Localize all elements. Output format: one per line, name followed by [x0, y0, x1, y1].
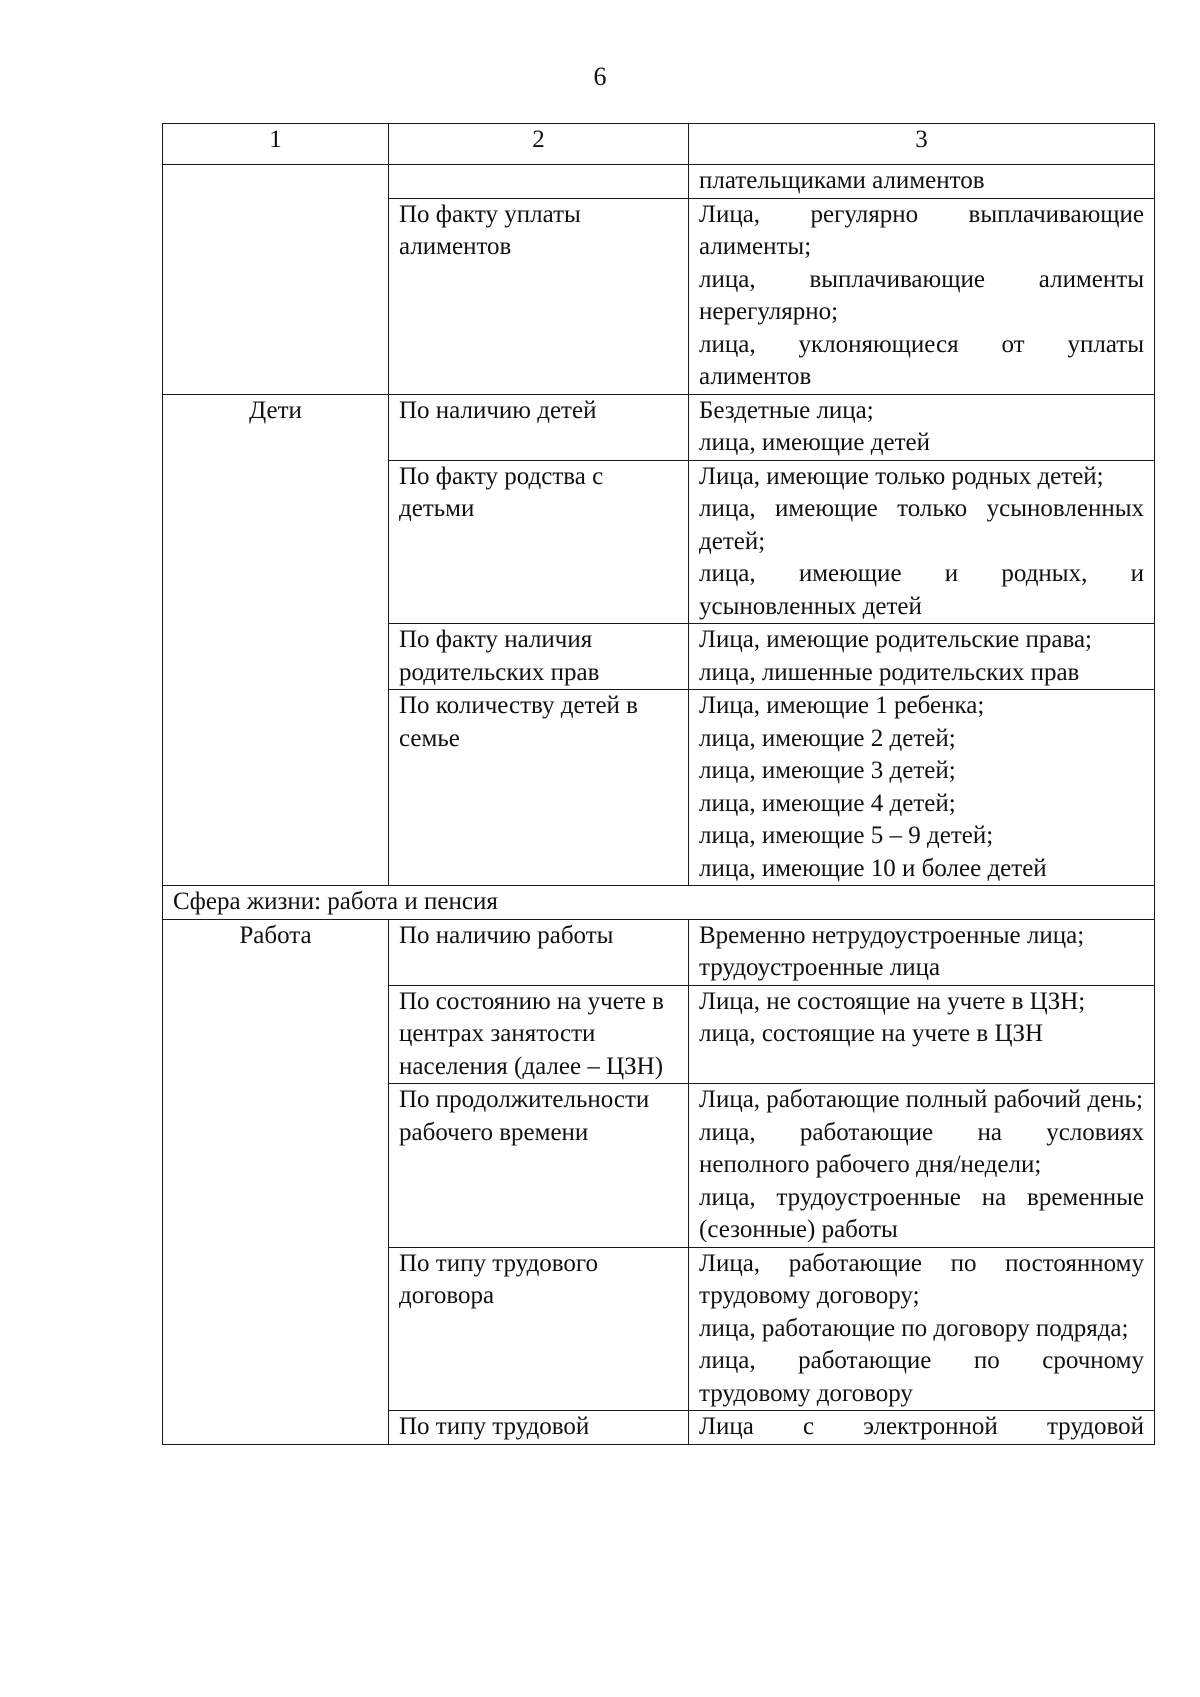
description-line: лица, выплачивающие алименты нерегулярно;	[699, 265, 1144, 325]
criterion-cell: По состоянию на учете в центрах занятости населения (далее – ЦЗН)	[389, 985, 689, 1084]
criterion-cell: По факту наличия родительских прав	[389, 624, 689, 690]
description-cell	[689, 1411, 1155, 1445]
description-line: Бездетные лица;	[699, 396, 874, 424]
criterion-cell: По типу трудовой	[389, 1411, 689, 1445]
description-line: Временно нетрудоустроенные лица;	[699, 921, 1085, 949]
description-line: лица, имеющие и родных, и усыновленных детей	[699, 560, 1144, 620]
description-line: плательщиками алиментов	[699, 167, 985, 194]
description-cell	[689, 1084, 1155, 1248]
description-cell	[689, 919, 1155, 985]
description-line: лица, работающие по срочному трудовому договору	[699, 1347, 1144, 1407]
category-cell: Дети	[163, 394, 389, 886]
table-row	[163, 919, 1155, 985]
category-cell: Работа	[163, 919, 389, 1444]
description-cell	[689, 985, 1155, 1084]
description-line: Лица, работающие полный рабочий день;	[699, 1086, 1143, 1113]
description-cell	[689, 165, 1155, 199]
column-header-1: 1	[163, 124, 389, 165]
criterion-cell	[389, 165, 689, 199]
description-line: Лица, регулярно выплачивающие алименты;	[699, 200, 1144, 260]
criterion-cell: По продолжительности рабочего времени	[389, 1084, 689, 1248]
table-header-row	[163, 124, 1155, 165]
table-row	[163, 394, 1155, 460]
description-line: лица, имеющие только усыновленных детей;	[699, 495, 1144, 555]
description-cell	[689, 690, 1155, 886]
description-line: лица, работающие по договору подряда;	[699, 1314, 1129, 1342]
description-line: лица, работающие на условиях неполного рабочего дня/недели;	[699, 1118, 1144, 1178]
description-line: Лица с электронной трудовой	[699, 1413, 1144, 1440]
description-line: лица, состоящие на учете в ЦЗН	[699, 1020, 1044, 1047]
description-line: лица, имеющие 3 детей;	[699, 757, 956, 784]
description-line: лица, имеющие 5 – 9 детей;	[699, 822, 994, 849]
description-cell	[689, 394, 1155, 460]
description-line: Лица, имеющие только родных детей;	[699, 462, 1104, 490]
description-line: Лица, работающие по постоянному трудовому договору;	[699, 1249, 1144, 1309]
criterion-cell: По факту родства с детьми	[389, 460, 689, 624]
column-header-2: 2	[389, 124, 689, 165]
classification-table	[162, 123, 1155, 1445]
table-row	[163, 165, 1155, 199]
description-line: лица, лишенные родительских прав	[699, 658, 1080, 686]
criterion-cell: По наличию работы	[389, 919, 689, 985]
criterion-cell: По факту уплаты алиментов	[389, 198, 689, 394]
section-title: Сфера жизни: работа и пенсия	[163, 886, 1155, 920]
page-number: 6	[593, 62, 607, 91]
description-cell	[689, 460, 1155, 624]
description-line: лица, трудоустроенные на временные (сезонные) работы	[699, 1183, 1144, 1243]
description-line: лица, имеющие 4 детей;	[699, 789, 956, 817]
description-cell	[689, 198, 1155, 394]
description-line: лица, уклоняющиеся от уплаты алиментов	[699, 330, 1144, 390]
description-line: лица, имеющие детей	[699, 429, 930, 456]
description-line: лица, имеющие 2 детей;	[699, 724, 956, 752]
description-line: Лица, имеющие 1 ребенка;	[699, 692, 985, 719]
criterion-cell: По количеству детей в семье	[389, 690, 689, 886]
category-cell	[163, 165, 389, 395]
description-line: Лица, имеющие родительские права;	[699, 626, 1092, 653]
criterion-cell: По типу трудового договора	[389, 1247, 689, 1411]
description-line: лица, имеющие 10 и более детей	[699, 854, 1047, 882]
description-cell	[689, 624, 1155, 690]
column-header-3: 3	[689, 124, 1155, 165]
criterion-cell: По наличию детей	[389, 394, 689, 460]
description-cell	[689, 1247, 1155, 1411]
description-line: Лица, не состоящие на учете в ЦЗН;	[699, 987, 1086, 1015]
section-row	[163, 886, 1155, 920]
description-line: трудоустроенные лица	[699, 954, 941, 981]
